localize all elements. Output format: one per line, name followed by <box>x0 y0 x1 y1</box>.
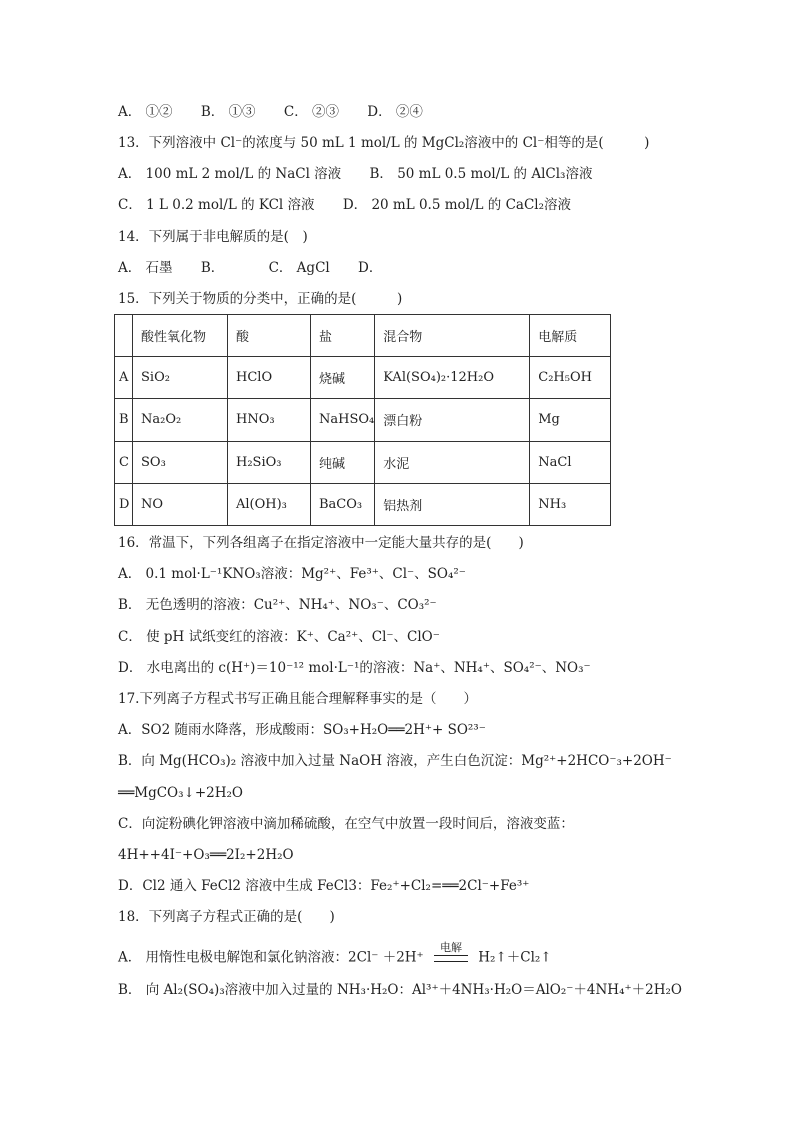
q14-option-c: C． AgCl <box>268 260 330 276</box>
q17-option-b-line1: B．向 Mg(HCO₃)₂ 溶液中加入过量 NaOH 溶液，产生白色沉淀：Mg²⁺+2HCO⁻₃+2OH⁻ <box>118 753 672 769</box>
q17-option-b-line2: ══MgCO₃↓+2H₂O <box>118 785 243 801</box>
classification-table <box>114 314 611 526</box>
q12-option-d-label: D． <box>367 104 392 120</box>
table-header-cell: 混合物 <box>375 315 530 357</box>
q13-option-a: A． 100 mL 2 mol/L 的 NaCl 溶液 <box>118 166 342 182</box>
q14-stem: 14．下列属于非电解质的是( ) <box>118 229 308 245</box>
q12-option-d-value: ②④ <box>395 104 423 120</box>
table-cell: 铝热剂 <box>375 483 530 525</box>
table-cell: Al(OH)₃ <box>228 483 311 525</box>
q17-stem: 17.下列离子方程式书写正确且能合理解释事实的是（ ） <box>118 691 477 707</box>
table-header-cell: 酸 <box>228 315 311 357</box>
table-row <box>115 441 611 483</box>
q17-option-a: A．SO2 随雨水降落，形成酸雨：SO₃+H₂O══2H⁺+ SO²³⁻ <box>118 722 486 738</box>
q12-option-a-value: ①② <box>145 104 173 120</box>
table-cell: B <box>115 399 133 441</box>
q18-option-b: B． 向 Al₂(SO₄)₃溶液中加入过量的 NH₃·H₂O：Al³⁺＋4NH₃·H₂O＝AlO₂⁻＋4NH₄⁺＋2H₂O <box>118 982 682 998</box>
q14-option-d: D． <box>358 260 383 276</box>
table-cell: 纯碱 <box>311 441 375 483</box>
equals-bar <box>434 955 468 962</box>
table-cell: 水泥 <box>375 441 530 483</box>
q16-option-b: B． 无色透明的溶液：Cu²⁺、NH₄⁺、NO₃⁻、CO₃²⁻ <box>118 597 437 613</box>
electrolysis-label: 电解 <box>439 941 462 954</box>
table-header-cell <box>115 315 133 357</box>
table-cell: SO₃ <box>133 441 228 483</box>
q18-option-a-left: A． 用惰性电极电解饱和氯化钠溶液：2Cl⁻ ＋2H⁺ <box>118 949 424 966</box>
q18-option-a-right: H₂↑＋Cl₂↑ <box>478 949 552 966</box>
q16-option-c: C． 使 pH 试纸变红的溶液：K⁺、Ca²⁺、Cl⁻、ClO⁻ <box>118 629 440 645</box>
table-cell: HClO <box>228 357 311 399</box>
q12-option-c-value: ②③ <box>312 104 339 120</box>
table-header-cell: 盐 <box>311 315 375 357</box>
electrolysis-arrow <box>434 942 468 962</box>
table-row <box>115 357 611 399</box>
q17-option-c-line1: C．向淀粉碘化钾溶液中滴加稀硫酸，在空气中放置一段时间后，溶液变蓝： <box>118 816 574 832</box>
q13-option-d: D． 20 mL 0.5 mol/L 的 CaCl₂溶液 <box>342 197 572 213</box>
q13-options-cd <box>118 196 571 214</box>
table-cell: Na₂O₂ <box>133 399 228 441</box>
q13-option-c: C． 1 L 0.2 mol/L 的 KCl 溶液 <box>118 197 315 213</box>
q12-options <box>118 103 423 121</box>
table-cell: 漂白粉 <box>375 399 530 441</box>
table-cell: H₂SiO₃ <box>228 441 311 483</box>
table-cell: SiO₂ <box>133 357 228 399</box>
table-cell: C₂H₅OH <box>530 357 611 399</box>
table-header-cell: 电解质 <box>530 315 611 357</box>
q12-option-c-label: C． <box>283 104 308 120</box>
table-cell: NO <box>133 483 228 525</box>
q13-option-b: B． 50 mL 0.5 mol/L 的 AlCl₃溶液 <box>369 166 593 182</box>
q14-options <box>118 259 382 277</box>
table-cell: A <box>115 357 133 399</box>
q16-option-d: D． 水电离出的 c(H⁺)＝10⁻¹² mol·L⁻¹的溶液：Na⁺、NH₄⁺、SO₄²⁻、NO₃⁻ <box>118 660 591 676</box>
q18-stem: 18．下列离子方程式正确的是( ) <box>118 909 335 925</box>
table-cell: BaCO₃ <box>311 483 375 525</box>
table-header-row <box>115 315 611 357</box>
table-header-cell: 酸性氧化物 <box>133 315 228 357</box>
table-cell: NaCl <box>530 441 611 483</box>
q12-option-a-label: A． <box>118 104 142 120</box>
table-cell: C <box>115 441 133 483</box>
table-cell: Mg <box>530 399 611 441</box>
table-cell: KAl(SO₄)₂·12H₂O <box>375 357 530 399</box>
q15-stem: 15．下列关于物质的分类中，正确的是( ) <box>118 291 403 307</box>
q16-stem: 16．常温下，下列各组离子在指定溶液中一定能大量共存的是( ) <box>118 535 524 551</box>
table-row <box>115 399 611 441</box>
q13-stem: 13．下列溶液中 Cl⁻的浓度与 50 mL 1 mol/L 的 MgCl₂溶液中的 Cl⁻相等的是( ) <box>118 135 650 151</box>
q14-option-b: B． <box>200 260 225 276</box>
q17-option-c-line2: 4H++4I⁻+O₃══2I₂+2H₂O <box>118 847 294 863</box>
q14-option-a: A． 石墨 <box>118 260 173 276</box>
table-cell: NaHSO₄ <box>311 399 375 441</box>
q16-option-a: A． 0.1 mol·L⁻¹KNO₃溶液：Mg²⁺、Fe³⁺、Cl⁻、SO₄²⁻ <box>118 566 466 582</box>
table-cell: 烧碱 <box>311 357 375 399</box>
q12-option-b-value: ①③ <box>228 104 256 120</box>
table-cell: HNO₃ <box>228 399 311 441</box>
table-row <box>115 483 611 525</box>
q13-options-ab <box>118 165 592 183</box>
table-cell: D <box>115 483 133 525</box>
table-cell: NH₃ <box>530 483 611 525</box>
q17-option-d: D．Cl2 通入 FeCl2 溶液中生成 FeCl3：Fe₂⁺+Cl₂=══2Cl⁻+Fe³⁺ <box>118 878 530 894</box>
q12-option-b-label: B． <box>200 104 225 120</box>
q18-option-a <box>118 941 552 968</box>
